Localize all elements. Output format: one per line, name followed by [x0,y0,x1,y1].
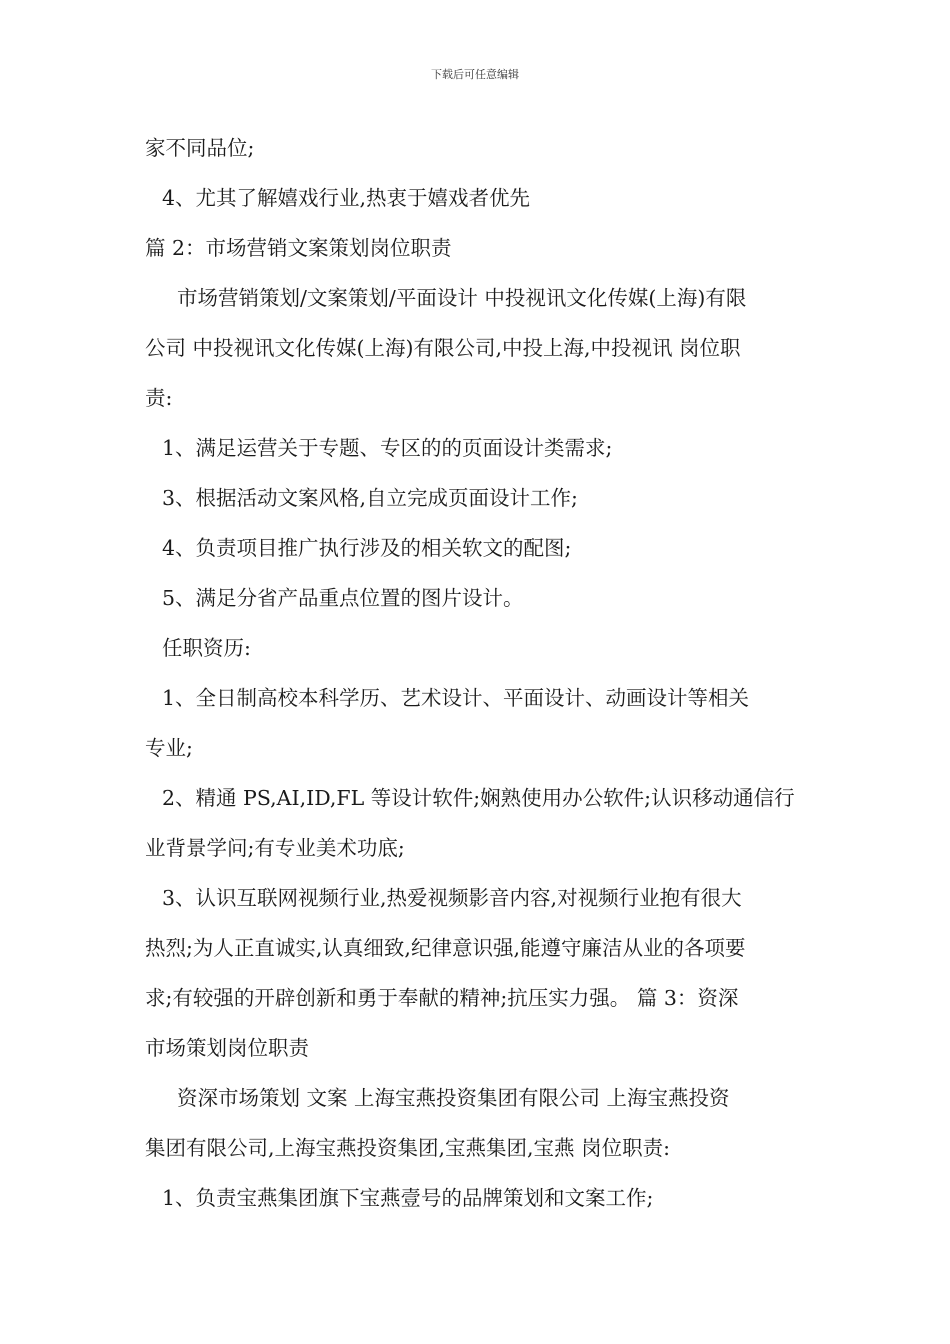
text-line: 资深市场策划 文案 上海宝燕投资集团有限公司 上海宝燕投资 [177,1086,730,1110]
text-line: 公司 中投视讯文化传媒(上海)有限公司,中投上海,中投视讯 岗位职 [145,336,741,360]
text-line: 3、认识互联网视频行业,热爱视频影音内容,对视频行业抱有很大 [162,886,742,910]
text-line: 3、根据活动文案风格,自立完成页面设计工作; [162,486,578,510]
page-header: 下载后可任意编辑 [431,68,519,81]
text-line: 任职资历: [162,636,251,660]
text-line: 热烈;为人正直诚实,认真细致,纪律意识强,能遵守廉洁从业的各项要 [145,936,746,960]
text-line: 专业; [145,736,193,760]
text-line: 4、尤其了解嬉戏行业,热衷于嬉戏者优先 [162,186,531,210]
text-line: 集团有限公司,上海宝燕投资集团,宝燕集团,宝燕 岗位职责: [145,1136,670,1160]
text-line: 1、满足运营关于专题、专区的的页面设计类需求; [162,436,613,460]
text-line: 1、全日制高校本科学历、艺术设计、平面设计、动画设计等相关 [162,686,750,710]
section-heading: 篇 2：市场营销文案策划岗位职责 [145,236,452,260]
text-line: 责: [145,386,173,410]
text-line: 求;有较强的开辟创新和勇于奉献的精神;抗压实力强。 篇 3：资深 [145,986,739,1010]
text-line: 1、负责宝燕集团旗下宝燕壹号的品牌策划和文案工作; [162,1186,654,1210]
text-line: 5、满足分省产品重点位置的图片设计。 [162,586,524,610]
text-line: 业背景学问;有专业美术功底; [145,836,405,860]
text-line: 4、负责项目推广执行涉及的相关软文的配图; [162,536,572,560]
section-heading: 市场策划岗位职责 [145,1036,309,1060]
text-line: 家不同品位; [145,136,255,160]
text-line: 2、精通 PS,AI,ID,FL 等设计软件;娴熟使用办公软件;认识移动通信行 [162,786,795,810]
text-line: 市场营销策划/文案策划/平面设计 中投视讯文化传媒(上海)有限 [177,286,747,310]
